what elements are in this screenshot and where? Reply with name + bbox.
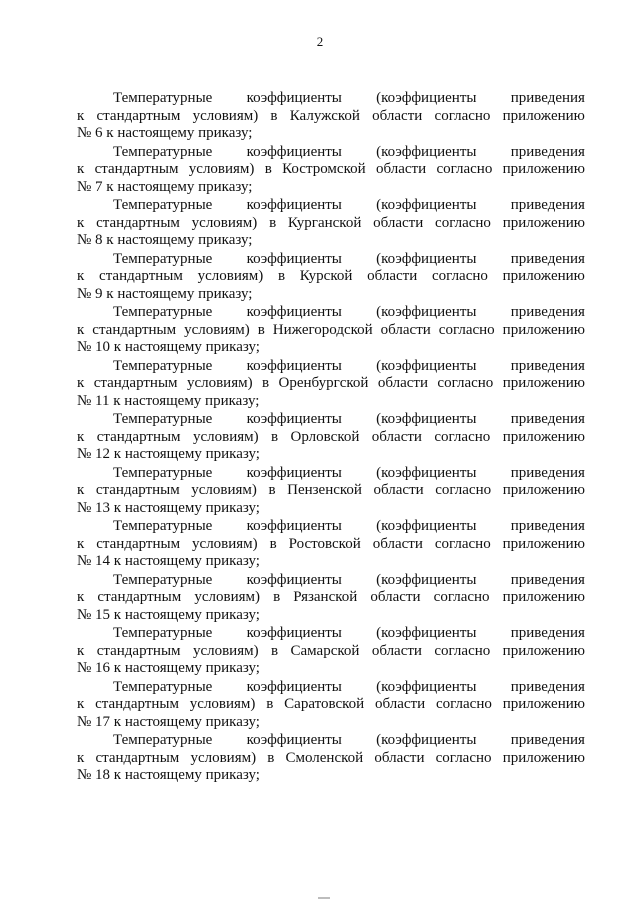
paragraph-line-2 bbox=[77, 589, 585, 607]
word: приложению bbox=[502, 321, 585, 338]
paragraph-line-1 bbox=[77, 411, 585, 429]
word: коэффициенты bbox=[246, 464, 342, 481]
list-item bbox=[77, 411, 585, 464]
word: согласно bbox=[433, 589, 490, 605]
word: приложению bbox=[502, 482, 585, 498]
paragraph-line-2 bbox=[77, 482, 585, 500]
word: стандартным bbox=[96, 642, 181, 659]
word: согласно bbox=[436, 161, 493, 177]
word: приведения bbox=[510, 625, 585, 641]
word: согласно bbox=[435, 749, 492, 766]
word: приложению bbox=[502, 161, 585, 177]
paragraph-line-2 bbox=[77, 215, 585, 233]
word: области bbox=[371, 428, 422, 445]
word: области bbox=[375, 161, 427, 177]
word: в bbox=[266, 696, 274, 712]
word: (коэффициенты bbox=[376, 304, 477, 320]
list-item bbox=[77, 304, 585, 357]
word: условиям) bbox=[188, 161, 255, 177]
word: к bbox=[77, 214, 85, 231]
paragraph-line-3: № 8 к настоящему приказу; bbox=[77, 232, 253, 248]
list-item bbox=[77, 251, 585, 304]
word: области bbox=[370, 589, 421, 605]
word: области bbox=[375, 696, 426, 712]
word: области bbox=[372, 107, 423, 124]
paragraph-line-1 bbox=[77, 572, 585, 590]
paragraph-line-3: № 7 к настоящему приказу; bbox=[77, 178, 253, 195]
word: к bbox=[77, 482, 85, 498]
paragraph-line-2 bbox=[77, 375, 585, 393]
word: области bbox=[371, 642, 422, 659]
word: приложению bbox=[502, 749, 585, 766]
word: Курганской bbox=[287, 214, 362, 231]
word: согласно bbox=[434, 535, 491, 552]
word: приложению bbox=[502, 375, 585, 391]
paragraph-line-3: № 13 к настоящему приказу; bbox=[77, 499, 260, 516]
paragraph-line-1 bbox=[77, 251, 585, 269]
paragraph-line-3: № 6 к настоящему приказу; bbox=[77, 125, 253, 141]
list-item bbox=[77, 625, 585, 678]
paragraph-line-1 bbox=[77, 518, 585, 536]
word: приведения bbox=[510, 518, 585, 534]
word: приведения bbox=[510, 464, 585, 481]
word: условиям) bbox=[192, 535, 258, 552]
word: в bbox=[277, 268, 286, 284]
word: стандартным bbox=[94, 161, 179, 177]
word: к bbox=[77, 107, 85, 124]
paragraph-line-3: № 18 к настоящему приказу; bbox=[77, 767, 260, 783]
word: к bbox=[77, 749, 85, 766]
word: приложению bbox=[502, 696, 585, 712]
paragraph-line-1 bbox=[77, 625, 585, 643]
page-number: 2 bbox=[316, 34, 324, 49]
word: в bbox=[264, 161, 272, 177]
word: (коэффициенты bbox=[376, 625, 477, 641]
word: (коэффициенты bbox=[376, 732, 477, 748]
word: согласно bbox=[437, 375, 494, 391]
word: приложению bbox=[502, 428, 585, 445]
word: в bbox=[271, 428, 279, 445]
word: стандартным bbox=[95, 749, 180, 766]
paragraph-line-1 bbox=[77, 465, 585, 483]
word: приложению bbox=[502, 268, 585, 284]
list-item bbox=[77, 679, 585, 732]
scan-artifact-mark bbox=[318, 897, 330, 899]
word: в bbox=[270, 642, 279, 659]
word: Температурные bbox=[113, 357, 213, 374]
word: к bbox=[77, 696, 85, 712]
word: согласно bbox=[435, 696, 492, 712]
word: к bbox=[77, 589, 85, 605]
word: стандартным bbox=[96, 214, 180, 231]
word: (коэффициенты bbox=[376, 411, 477, 427]
word: коэффициенты bbox=[246, 625, 342, 641]
word: к bbox=[77, 268, 85, 284]
paragraph-line-1 bbox=[77, 144, 585, 162]
list-item bbox=[77, 90, 585, 143]
word: области bbox=[377, 375, 428, 391]
paragraph-line-3: № 17 к настоящему приказу; bbox=[77, 713, 260, 730]
word: Ростовской bbox=[288, 535, 361, 552]
word: приведения bbox=[510, 411, 585, 427]
paragraph-line-2 bbox=[77, 750, 585, 768]
paragraph-line-2 bbox=[77, 643, 585, 661]
word: Температурные bbox=[113, 411, 213, 427]
word: приложению bbox=[502, 589, 585, 605]
paragraph-line-3: № 11 к настоящему приказу; bbox=[77, 392, 260, 409]
word: к bbox=[77, 321, 85, 338]
word: коэффициенты bbox=[246, 678, 342, 695]
paragraph-line-3: № 14 к настоящему приказу; bbox=[77, 553, 260, 569]
word: стандартным bbox=[99, 268, 183, 284]
word: к bbox=[77, 161, 85, 177]
word: Костромской bbox=[282, 161, 366, 177]
word: коэффициенты bbox=[246, 732, 342, 748]
word: Калужской bbox=[289, 107, 360, 124]
word: Самарской bbox=[290, 642, 360, 659]
word: Пензенской bbox=[287, 482, 362, 498]
word: приведения bbox=[510, 678, 585, 695]
paragraph-line-3: № 10 к настоящему приказу; bbox=[77, 339, 260, 355]
word: согласно bbox=[434, 107, 491, 124]
word: приведения bbox=[510, 90, 585, 106]
word: Курской bbox=[299, 268, 353, 284]
word: коэффициенты bbox=[246, 90, 342, 106]
paragraph-line-2 bbox=[77, 161, 585, 179]
word: согласно bbox=[435, 214, 491, 231]
word: (коэффициенты bbox=[376, 197, 477, 213]
word: Орловской bbox=[290, 428, 360, 445]
word: условиям) bbox=[192, 642, 259, 659]
word: к bbox=[77, 428, 85, 445]
word: коэффициенты bbox=[246, 250, 342, 267]
word: коэффициенты bbox=[246, 304, 342, 320]
paragraph-line-1 bbox=[77, 90, 585, 108]
word: Температурные bbox=[113, 625, 213, 641]
word: (коэффициенты bbox=[376, 90, 477, 106]
word: в bbox=[270, 107, 278, 124]
word: в bbox=[261, 375, 270, 391]
word: приведения bbox=[510, 571, 585, 588]
word: согласно bbox=[438, 321, 495, 338]
word: приложению bbox=[502, 214, 585, 231]
list-item bbox=[77, 518, 585, 571]
list-item bbox=[77, 144, 585, 197]
word: условиям) bbox=[191, 482, 257, 498]
paragraph-line-2 bbox=[77, 429, 585, 447]
paragraph-line-2 bbox=[77, 696, 585, 714]
paragraph-line-2 bbox=[77, 536, 585, 554]
word: согласно bbox=[434, 428, 491, 445]
paragraph-line-3: № 9 к настоящему приказу; bbox=[77, 285, 253, 302]
word: условиям) bbox=[197, 268, 264, 284]
word: приложению bbox=[502, 107, 585, 124]
word: коэффициенты bbox=[246, 197, 342, 213]
word: условиям) bbox=[192, 428, 259, 445]
list-item bbox=[77, 197, 585, 250]
word: области bbox=[373, 482, 424, 498]
word: области bbox=[374, 749, 425, 766]
word: приложению bbox=[502, 642, 585, 659]
word: (коэффициенты bbox=[376, 571, 477, 588]
paragraph-line-1 bbox=[77, 679, 585, 697]
word: условиям) bbox=[191, 214, 258, 231]
word: стандартным bbox=[96, 535, 181, 552]
list-item bbox=[77, 465, 585, 518]
word: коэффициенты bbox=[246, 518, 342, 534]
paragraph-line-2 bbox=[77, 322, 585, 340]
paragraph-line-3: № 15 к настоящему приказу; bbox=[77, 606, 260, 623]
word: (коэффициенты bbox=[376, 250, 477, 267]
word: приведения bbox=[510, 357, 585, 374]
word: стандартным bbox=[96, 107, 181, 124]
word: области bbox=[373, 214, 424, 231]
word: Нижегородской bbox=[272, 321, 373, 338]
word: условиям) bbox=[192, 107, 259, 124]
word: приведения bbox=[510, 197, 585, 213]
word: коэффициенты bbox=[246, 411, 342, 427]
word: в bbox=[268, 482, 276, 498]
word: согласно bbox=[434, 642, 491, 659]
word: Температурные bbox=[113, 732, 213, 748]
word: области bbox=[380, 321, 431, 338]
word: приведения bbox=[510, 143, 585, 160]
paragraph-line-2 bbox=[77, 268, 585, 286]
list-item bbox=[77, 358, 585, 411]
word: приложению bbox=[502, 535, 585, 552]
word: условиям) bbox=[190, 749, 257, 766]
word: в bbox=[267, 749, 275, 766]
word: в bbox=[273, 589, 281, 605]
word: (коэффициенты bbox=[376, 143, 477, 160]
paragraph-line-2 bbox=[77, 108, 585, 126]
word: Температурные bbox=[113, 518, 213, 534]
word: к bbox=[77, 642, 85, 659]
word: области bbox=[372, 535, 423, 552]
word: в bbox=[257, 321, 265, 338]
word: (коэффициенты bbox=[376, 518, 477, 534]
word: условиям) bbox=[194, 589, 260, 605]
word: стандартным bbox=[95, 482, 180, 498]
document-body bbox=[77, 90, 585, 786]
word: Температурные bbox=[113, 250, 213, 267]
word: условиям) bbox=[184, 321, 250, 338]
word: стандартным bbox=[95, 696, 179, 712]
word: в bbox=[269, 214, 277, 231]
paragraph-line-3: № 12 к настоящему приказу; bbox=[77, 446, 260, 462]
list-item bbox=[77, 732, 585, 785]
word: согласно bbox=[435, 482, 492, 498]
paragraph-line-1 bbox=[77, 732, 585, 750]
list-item bbox=[77, 572, 585, 625]
word: Температурные bbox=[113, 304, 213, 320]
word: приведения bbox=[510, 732, 585, 748]
word: Оренбургской bbox=[278, 375, 369, 391]
paragraph-line-1 bbox=[77, 304, 585, 322]
paragraph-line-1 bbox=[77, 197, 585, 215]
word: в bbox=[269, 535, 277, 552]
word: приведения bbox=[510, 250, 585, 267]
word: к bbox=[77, 535, 85, 552]
paragraph-line-1 bbox=[77, 358, 585, 376]
word: Температурные bbox=[113, 571, 213, 588]
word: (коэффициенты bbox=[376, 357, 477, 374]
word: стандартным bbox=[93, 375, 178, 391]
word: приведения bbox=[510, 304, 585, 320]
word: Рязанской bbox=[293, 589, 358, 605]
word: коэффициенты bbox=[246, 357, 342, 374]
word: условиям) bbox=[186, 375, 253, 391]
word: (коэффициенты bbox=[376, 464, 477, 481]
word: Температурные bbox=[113, 90, 213, 106]
word: согласно bbox=[432, 268, 488, 284]
word: Температурные bbox=[113, 464, 213, 481]
paragraph-line-3: № 16 к настоящему приказу; bbox=[77, 660, 260, 676]
word: коэффициенты bbox=[246, 143, 342, 160]
word: Температурные bbox=[113, 678, 213, 695]
word: (коэффициенты bbox=[376, 678, 477, 695]
word: Саратовской bbox=[284, 696, 365, 712]
word: стандартным bbox=[97, 589, 182, 605]
word: области bbox=[367, 268, 418, 284]
word: Температурные bbox=[113, 197, 213, 213]
word: условиям) bbox=[189, 696, 256, 712]
word: стандартным bbox=[92, 321, 177, 338]
word: Температурные bbox=[113, 143, 213, 160]
word: к bbox=[77, 375, 85, 391]
word: коэффициенты bbox=[246, 571, 342, 588]
word: Смоленской bbox=[285, 749, 364, 766]
word: стандартным bbox=[96, 428, 181, 445]
